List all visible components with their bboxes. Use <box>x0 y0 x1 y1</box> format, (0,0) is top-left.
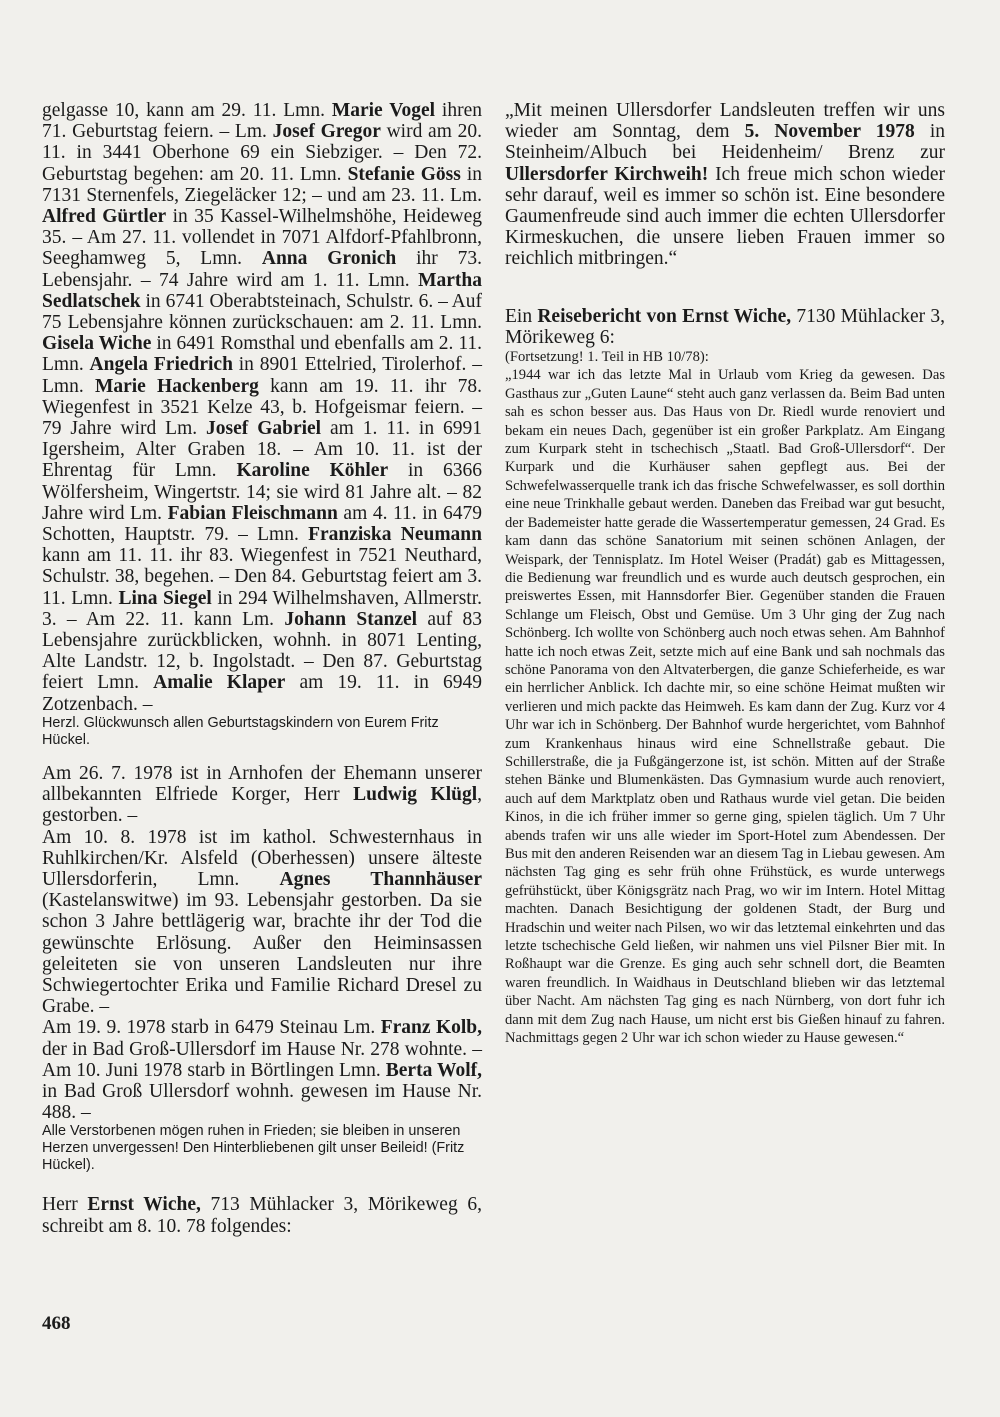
bold-name: Marie Vogel <box>331 100 436 121</box>
death-notice-thannhauser: Am 10. 8. 1978 ist im kathol. Schwesternhaus in Ruhlkirchen/Kr. Alsfeld (Oberhessen) unsere älteste Ullersdorferin, Lmn. Agnes Thannhäuser (Kastelanswitwe) im 93. Lebensjahr gestorben. Da sie schon 3 Jahre bettlägerig war, brachte ihr der Tod die gewünschte Erlösung. Außer den Heiminsassen geleiteten sie von unseren Landsleuten nur ihre Schwiegertochter Erika und Familie Richard Dresel zu Grabe. – <box>42 826 482 1018</box>
bold-name: Lina Siegel <box>118 587 212 609</box>
bold-name: Karoline Köhler <box>236 460 389 482</box>
kirchweih-quote: „Mit meinen Ullersdorfer Landsleuten treffen wir uns wieder am Sonntag, dem 5. November 1978 in Steinheim/Albuch bei Heidenheim/ Brenz zur Ullersdorfer Kirchweih! Ich freue mich schon wieder sehr darauf, weil es immer so schön ist. Eine besondere Gaumenfreude sind auch immer die echten Ullersdorfer Kirmeskuchen, die unsere lieben Frauen immer so reichlich mitbringen.“ <box>505 100 946 270</box>
right-column <box>505 100 945 1047</box>
bold-name: Martha Sedlatschek <box>42 269 482 312</box>
continuation-note: (Fortsetzung! 1. Teil in HB 10/78): <box>505 349 709 366</box>
bold-name: Agnes Thannhäuser <box>279 868 482 890</box>
bold-name: Amalie Klaper <box>153 672 286 694</box>
bold-name: Anna Gronich <box>261 248 397 270</box>
bold-name: Franz Kolb, <box>380 1017 482 1039</box>
bold-name: Ludwig Klügl <box>353 784 478 806</box>
bold-name: Franziska Neumann <box>308 524 482 546</box>
bold-name: Ernst Wiche, <box>87 1194 201 1216</box>
page-number: 468 <box>42 1313 71 1334</box>
bold-name: Stefanie Göss <box>347 163 461 185</box>
bold-name: Josef Gregor <box>272 121 381 143</box>
bold-name: Alfred Gürtler <box>42 206 167 228</box>
condolence-note: Alle Verstorbenen mögen ruhen in Frieden; sie bleiben in unseren Herzen unvergessen! Den Hinterbliebenen gilt unser Beileid! (Fritz Hückel). <box>42 1123 465 1174</box>
left-column <box>42 100 482 1237</box>
bold-name: Fabian Fleischmann <box>167 502 338 524</box>
travel-report-heading: Ein Reisebericht von Ernst Wiche, 7130 Mühlacker 3, Mörikeweg 6: <box>505 305 945 348</box>
bold-name: Johann Stanzel <box>284 608 418 630</box>
bold-name: Reisebericht von Ernst Wiche, <box>537 305 792 327</box>
bold-name: Josef Gabriel <box>206 418 322 440</box>
death-notice-kolb-wolf: Am 19. 9. 1978 starb in 6479 Steinau Lm. Franz Kolb, der in Bad Groß-Ullersdorf im Hause Nr. 278 wohnte. – Am 10. Juni 1978 starb in Börtlingen Lmn. Berta Wolf, in Bad Groß Ullersdorf wohnh. gewesen im Hause Nr. 488. – <box>42 1017 482 1124</box>
bold-name: Gisela Wiche <box>42 333 152 355</box>
travel-report-body: „1944 war ich das letzte Mal in Urlaub vom Krieg da gewesen. Das Gasthaus zur „Guten Laune“ steht auch ganz verlassen da. Beim Bad unten sah es schon besser aus. Das Haus von Dr. Riedl wurde renoviert und bekam ein neues Dach, gegenüber ist ein großer Parkplatz. Am Eingang zum Kurpark steht in tschechisch „Staatl. Bad Groß-Ullersdorf“. Der Kurpark und die Kurhäuser sahen gepflegt aus. Bei der Schwefelwasserquelle trank ich das frische Schwefelwasser, es soll dorthin eine neue Trinkhalle gebaut werden. Daneben das Freibad war gut besucht, der Bademeister hatte gerade die Wassertemperatur gemessen, 24 Grad. Es kam dann das schöne Sanatorium mit seinen schönen Anlagen, der Weispark, der Tennisplatz. Im Hotel Weiser (Pradát) gab es Mittagessen, die Bedienung war freundlich und es wurde auch deutsch gesprochen, ein preiswertes Essen, mit Hannsdorfer Bier. Gegenüber standen die Frauen Schlange um Fleisch, Obst und Gemüse. Um 3 Uhr ging der Zug nach Schönberg. Ich wollte von Schönberg auch noch etwas sehen. Am Bahnhof hatte ich noch etwas Zeit, setzte mich auf eine Bank und sah nochmals das schöne Panorama von den Altvaterbergen, die ganze Schieferheide, es war ein herrlicher Anblick. Ich dachte mir, so eine schöne Heimat mußten wir verlieren und mich packte das Heimweh. Es kam dann der Zug. Kurz vor 4 Uhr war ich in Schönberg. Der Bahnhof wurde hergerichtet, vom Bahnhof zum Krankenhaus hinaus wird eine Schnellstraße gebaut. Die Schillerstraße, die ja Fußgängerzone ist, ist schön. Mitten auf der Straße stehen Bänke und Blumenkästen. Das Gymnasium wurde auch renoviert, auch auf dem Marktplatz oben und Rathaus wurde viel getan. Die beiden Kinos, in die ich früher immer so gerne ging, spielen täglich. Um 7 Uhr abends trafen wir uns alle wieder im Sport-Hotel zum Abendessen. Der Bus mit den anderen Reisenden war an diesem Tag in Liebau gewesen. Am nächsten Tag ging es sehr früh ohne Frühstück, es wurde unterwegs gefrühstückt, über Königsgrätz nach Prag, wo wir im Intern. Hotel Mittag machten. Danach Besichtigung der goldenen Stadt, der Burg und Hradschin und weiter nach Pilsen, wo wir das letztemal einkehrten und das letzte tschechische Geld ließen, wir nahmen uns viel Pilsner Bier mit. In Roßhaupt war die Grenze. Es ging auch sehr schnell dort, die Beamten waren freundlich. In Waidhaus in Deutschland blieben wir das letztemal über Nacht. Am nächsten Tag ging es nach Nürnberg, von dort fuhr ich dann mit dem Zug nach Hause, um nicht erst bis Gießen hinauf zu fahren. Nachmittags gegen 2 Uhr war ich schon wieder zu Hause gewesen.“ <box>505 367 945 1047</box>
letter-intro: Herr Ernst Wiche, 713 Mühlacker 3, Mörikeweg 6, schreibt am 8. 10. 78 folgendes: <box>42 1194 482 1237</box>
bold-name: 5. November 1978 <box>744 121 915 143</box>
bold-name: Berta Wolf, <box>385 1059 482 1081</box>
bold-name: Marie Hackenberg <box>94 375 259 397</box>
bold-name: Angela Friedrich <box>89 354 233 376</box>
death-notice-klugl: Am 26. 7. 1978 ist in Arnhofen der Ehemann unserer allbekannten Elfriede Korger, Herr Ludwig Klügl, gestorben. – <box>42 762 483 827</box>
birthday-announcements: gelgasse 10, kann am 29. 11. Lmn. Marie Vogel ihren 71. Geburtstag feiern. – Lm. Josef Gregor wird am 20. 11. in 3441 Oberhone 69 ein Siebziger. – Den 72. Geburtstag begehen: am 20. 11. Lmn. Stefanie Göss in 7131 Sternenfels, Ziegeläcker 12; – und am 23. 11. Lm. Alfred Gürtler in 35 Kassel-Wilhelmshöhe, Heideweg 35. – Am 27. 11. vollendet in 7071 Alfdorf-Pfahlbronn, Seeghamweg 5, Lmn. Anna Gronich ihr 73. Lebensjahr. – 74 Jahre wird am 1. 11. Lmn. Martha Sedlatschek in 6741 Oberabtsteinach, Schulstr. 6. – Auf 75 Lebensjahre können zurückschauen: am 2. 11. Lmn. Gisela Wiche in 6491 Romsthal und ebenfalls am 2. 11. Lmn. Angela Friedrich in 8901 Ettelried, Tirolerhof. – Lmn. Marie Hackenberg kann am 19. 11. ihr 78. Wiegenfest in 3521 Kelze 43, b. Hofgeismar feiern. – 79 Jahre wird Lm. Josef Gabriel am 1. 11. in 6991 Igersheim, Alter Graben 18. – Am 10. 11. ist der Ehrentag für Lmn. Karoline Köhler in 6366 Wölfersheim, Wingertstr. 14; sie wird 81 Jahre alt. – 82 Jahre wird Lm. Fabian Fleischmann am 4. 11. in 6479 Schotten, Hauptstr. 79. – Lmn. Franziska Neumann kann am 11. 11. ihr 83. Wiegenfest in 7521 Neuthard, Schulstr. 38, begehen. – Den 84. Geburtstag feiert am 3. 11. Lmn. Lina Siegel in 294 Wilhelmshaven, Allmerstr. 3. – Am 22. 11. kann Lm. Johann Stanzel auf 83 Lebensjahre zurückblicken, wohnh. in 8071 Lenting, Alte Landstr. 12, b. Ingolstadt. – Den 87. Geburtstag feiert Lmn. Amalie Klaper am 19. 11. in 6949 Zotzenbach. – <box>42 100 483 715</box>
bold-name: Ullersdorfer Kirchweih! <box>505 163 709 185</box>
birthday-greeting: Herzl. Glückwunsch allen Geburtstagskindern von Eurem Fritz Hückel. <box>42 714 439 748</box>
